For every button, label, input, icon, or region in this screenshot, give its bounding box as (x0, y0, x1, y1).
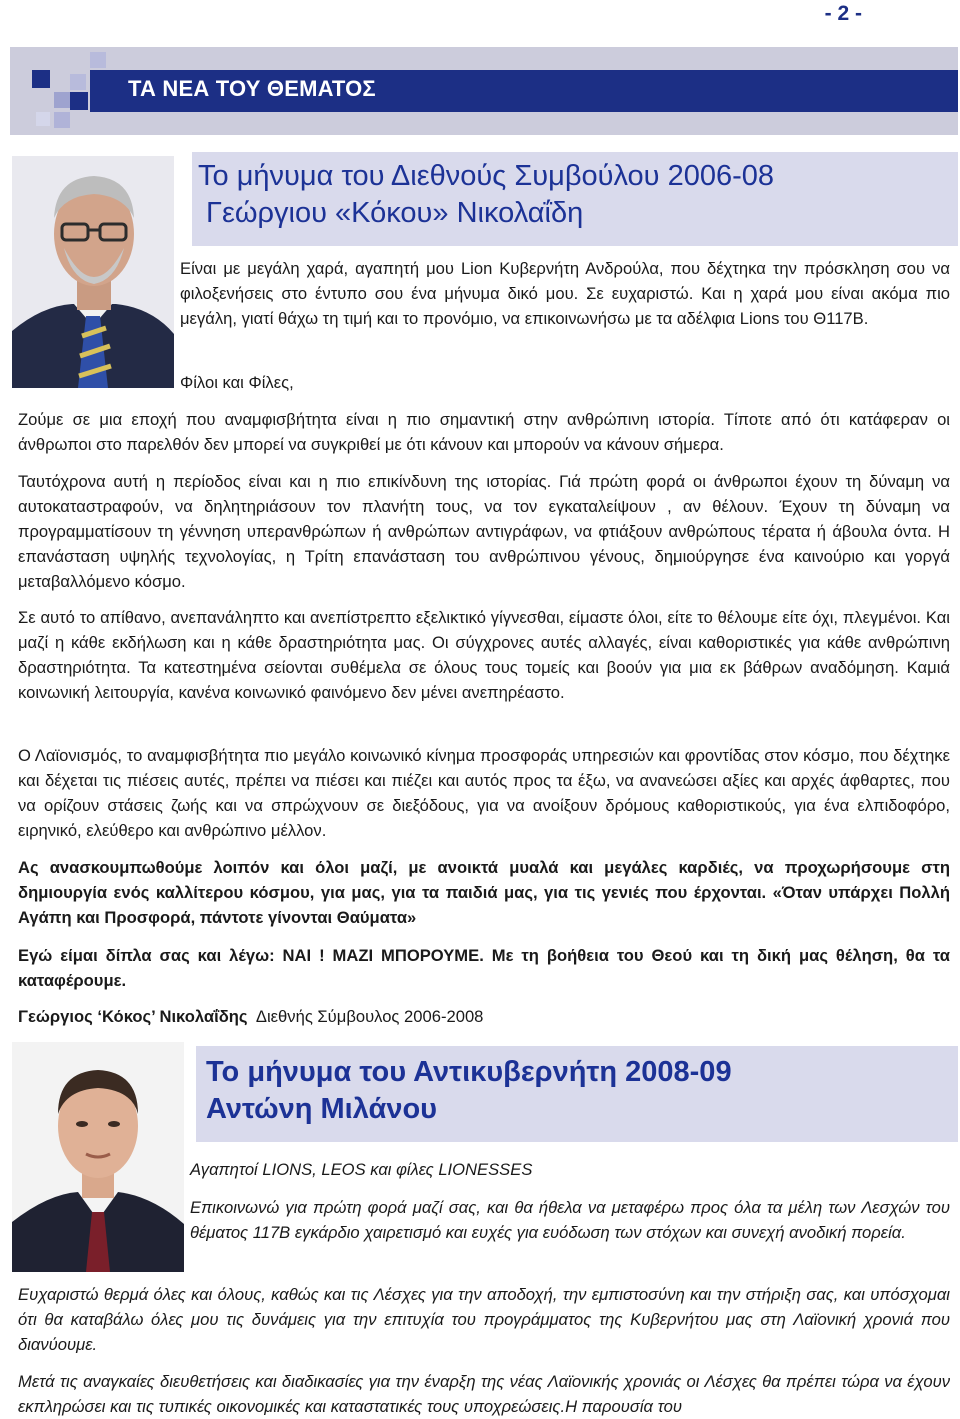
article2-title-line2: Αντώνη Μιλάνου (206, 1093, 438, 1125)
article2-title-line1: Το μήνυμα του Αντικυβερνήτη 2008-09 (206, 1056, 732, 1088)
article1-title-box (192, 152, 958, 246)
portrait-photo-nikolaidis (12, 156, 174, 388)
article1-paragraph-1: Ζούμε σε μια εποχή που αναμφισβήτητα είναι η πιο σημαντική στην ανθρώπινη ιστορία. Τίποτε από ότι κατάφεραν οι άνθρωποι στο παρελθόν δεν μπορεί να συγκριθεί με ότι κάνουν και μπορούν να κάνουν σήμερα. (18, 410, 950, 454)
page-number: - 2 - (824, 2, 862, 25)
article1-greeting: Φίλοι και Φίλες, (180, 373, 294, 392)
signature-name: Γεώργιος ‘Κόκος’ Νικολαΐδης (18, 1007, 248, 1026)
article1-paragraph-5: Ας ανασκουμπωθούμε λοιπόν και όλοι μαζί, με ανοικτά μυαλά και μεγάλες καρδιές, να προχωρήσουμε στη δημιουργία ενός καλλίτερου κόσμου, για μας, για τα παιδιά μας, για τις γενιές που έρχονται. «Όταν υπάρχει Πολλή Αγάπη και Προσφορά, πάντοτε γίνονται Θαύματα» (18, 858, 950, 927)
article2-title-box (196, 1046, 958, 1142)
article2-paragraph-3: Μετά τις αναγκαίες διευθετήσεις και διαδικασίες για την έναρξη της νέας Λαϊονικής χρονιάς οι Λέσχες θα πρέπει τώρα να έχουν εκπληρώσει και τις τυπικές οικονομικές και καταστατικές τους υποχρεώσεις.Η παρουσία του (18, 1372, 950, 1416)
article1-paragraph-2: Ταυτόχρονα αυτή η περίοδος είναι και η πιο επικίνδυνη της ιστορίας. Γιά πρώτη φορά οι άνθρωποι έχουν τη δύναμη να αυτοκαταστραφούν, να δηλητηριάσουν τον πλανήτη τους, να τον εγκαταλείψουν , αν θέλουν. Έχουν τη δύναμη να προγραμματίσουν τη γέννηση υπερανθρώπων ή ανθρώπων αντιγράφων, να φτιάξουν ανθρώπους τέρατα ή άβουλα όντα. Η επανάσταση υψηλής τεχνολογίας, η Τρίτη επανάσταση του ανθρώπινου γένους, δημιούργησε ένα καινούριο και γοργά μεταβαλλόμενο κόσμο. (18, 472, 950, 591)
article1-paragraph-3: Σε αυτό το απίθανο, ανεπανάληπτο και ανεπίστρεπτο εξελικτικό γίγνεσθαι, είμαστε όλοι, είτε το θέλουμε είτε όχι, πλεγμένοι. Και μαζί η κάθε εκδήλωση και η κάθε δραστηριότητα μας. Οι σύγχρονες αυτές αλλαγές, είναι καθοριστικές για κάθε ανθρώπινη δραστηριότητα. Τα κατεστημένα σείονται συθέμελα σε όλους τους τομείς και βοούν για μια εκ βάθρων αναδόμηση. Καμιά κοινωνική λειτουργία, κανένα κοινωνικό φαινόμενο δεν μένει ανεπηρέαστο. (18, 608, 950, 702)
signature-role: Διεθνής Σύμβουλος 2006-2008 (255, 1007, 484, 1026)
article1-paragraph-4: Ο Λαϊονισμός, το αναμφισβήτητα πιο μεγάλο κοινωνικό κίνημα προσφοράς υπηρεσιών και φροντίδας στον κόσμο, που δέχτηκε και δέχεται τις πιέσεις αυτές, πρέπει να πιέσει και πιέζει και αυτός προς τα έξω, να ανανεώσει αξίες και αρχές άφθαρτες, που να ορίζουν στάσεις ζωής και να σπρώχνουν σε διεξόδους, για να ανοίξουν δρόμους καθοριστικούς, για ένα ελπιδοφόρο, ειρηνικό, ελεύθερο και ανθρώπινο μέλλον. (18, 746, 950, 840)
section-header-title: ΤΑ ΝΕΑ ΤΟΥ ΘΕΜΑΤΟΣ (128, 76, 376, 101)
article1-title-line1: Το μήνυμα του Διεθνούς Συμβούλου 2006-08 (198, 160, 775, 192)
article1-signature (18, 1004, 950, 1029)
article2-paragraph-2: Ευχαριστώ θερμά όλες και όλους, καθώς και τις Λέσχες για την αποδοχή, την εμπιστοσύνη και την στήριξη σας, και υπόσχομαι ότι θα καταβάλω όλες μου τις δυνάμεις για την επιτυχία του προγράμματος της Κυβερνήτου μας στη Λαϊονική χρονιά που διανύουμε. (18, 1285, 950, 1354)
article1-intro: Είναι με μεγάλη χαρά, αγαπητή μου Lion Κυβερνήτη Ανδρούλα, που δέχτηκα την πρόσκληση σου να φιλοξενήσεις στο έντυπο σου ένα μήνυμα δικό μου. Σε ευχαριστώ. Και η χαρά μου είναι ακόμα πιο μεγάλη, γιατί θάχω τη τιμή και το προνόμιο, να επικοινωνήσω με τα αδέλφια Lions του Θ117Β. (180, 259, 950, 328)
portrait-photo-milanos (12, 1042, 184, 1272)
article2-paragraph-1: Επικοινωνώ για πρώτη φορά μαζί σας, και θα ήθελα να μεταφέρω προς όλα τα μέλη των Λεσχών του θέματος 117Β εγκάρδιο χαιρετισμό και ευχές για ευόδωση των στόχων και συνεχή ανοδική πορεία. (190, 1198, 950, 1242)
article2-greeting: Αγαπητοί LIONS, LEOS και φίλες LIONESSES (190, 1160, 533, 1179)
article1-title-line2: Γεώργιου «Κόκου» Νικολαΐδη (206, 197, 584, 229)
article1-paragraph-6: Εγώ είμαι δίπλα σας και λέγω: ΝΑΙ ! ΜΑΖΙ ΜΠΟΡΟΥΜΕ. Με τη βοήθεια του Θεού και τη δική μας θέληση, θα τα καταφέρουμε. (18, 946, 950, 990)
